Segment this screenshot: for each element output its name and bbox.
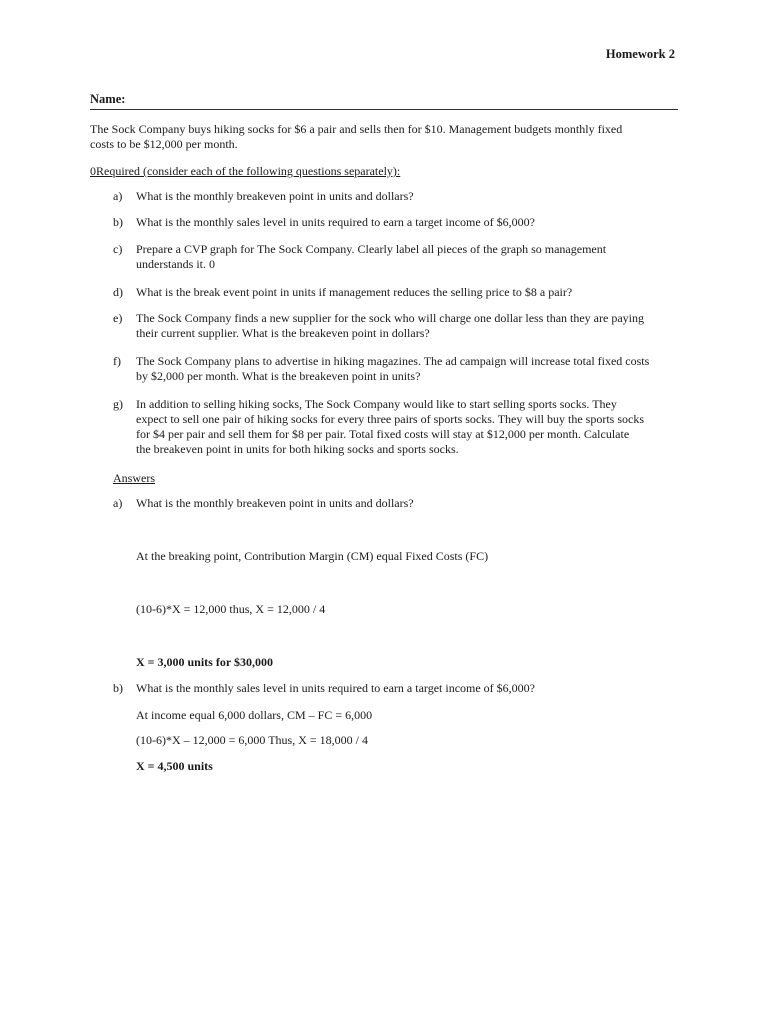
- question-text: The Sock Company plans to advertise in hiking magazines. The ad campaign will increase total fixed costs: [136, 354, 650, 368]
- question-letter: g): [113, 397, 123, 411]
- question-text: by $2,000 per month. What is the breakeven point in units?: [136, 369, 421, 383]
- answer-a-equation: (10-6)*X = 12,000 thus, X = 12,000 / 4: [136, 602, 326, 616]
- question-text: expect to sell one pair of hiking socks for every three pairs of sports socks. They will buy the sports socks: [136, 412, 645, 426]
- question-text: for $4 per pair and sell them for $8 per pair. Total fixed costs will stay at $12,000 per month. Calculate: [136, 427, 630, 441]
- question-text: What is the monthly sales level in units required to earn a target income of $6,000?: [136, 215, 535, 229]
- intro-paragraph: [90, 122, 680, 152]
- homework-title: Homework 2: [605, 47, 675, 61]
- name-field-label: Name:: [90, 92, 678, 110]
- question-c: [113, 242, 683, 272]
- question-text: The Sock Company finds a new supplier for the sock who will charge one dollar less than they are paying: [136, 311, 644, 325]
- answer-b-result: X = 4,500 units: [136, 759, 213, 773]
- answer-a-question: [113, 496, 683, 511]
- question-letter: f): [113, 354, 121, 368]
- answer-b-explanation: At income equal 6,000 dollars, CM – FC = 6,000: [136, 708, 373, 722]
- question-text: their current supplier. What is the breakeven point in dollars?: [136, 326, 430, 340]
- answer-a-result: X = 3,000 units for $30,000: [136, 655, 273, 669]
- question-letter: c): [113, 242, 123, 256]
- question-e: [113, 311, 683, 341]
- question-text: In addition to selling hiking socks, The Sock Company would like to start selling sports socks. They: [136, 397, 617, 411]
- question-text: What is the monthly breakeven point in units and dollars?: [136, 189, 414, 203]
- answer-b-question: [113, 681, 683, 696]
- question-letter: e): [113, 311, 123, 325]
- question-letter: d): [113, 285, 123, 299]
- answer-a-explanation: At the breaking point, Contribution Margin (CM) equal Fixed Costs (FC): [136, 549, 489, 563]
- question-letter: b): [113, 681, 123, 695]
- question-f: [113, 354, 683, 384]
- intro-line: The Sock Company buys hiking socks for $6 a pair and sells then for $10. Management budgets monthly fixed: [90, 122, 623, 136]
- question-text: What is the monthly sales level in units required to earn a target income of $6,000?: [136, 681, 535, 695]
- question-text: understands it. 0: [136, 257, 215, 271]
- required-heading: 0Required (consider each of the following questions separately):: [90, 164, 401, 178]
- question-g: [113, 397, 683, 457]
- answers-heading: Answers: [113, 471, 155, 485]
- question-letter: a): [113, 189, 123, 203]
- intro-line: costs to be $12,000 per month.: [90, 137, 238, 151]
- question-text: What is the monthly breakeven point in units and dollars?: [136, 496, 414, 510]
- question-letter: b): [113, 215, 123, 229]
- question-b: [113, 215, 683, 230]
- answer-b-equation: (10-6)*X – 12,000 = 6,000 Thus, X = 18,000 / 4: [136, 733, 368, 747]
- question-text: What is the break event point in units if management reduces the selling price to $8 a pair?: [136, 285, 573, 299]
- question-letter: a): [113, 496, 123, 510]
- question-a: [113, 189, 683, 204]
- question-text: Prepare a CVP graph for The Sock Company. Clearly label all pieces of the graph so management: [136, 242, 607, 256]
- question-d: [113, 285, 683, 300]
- question-text: the breakeven point in units for both hiking socks and sports socks.: [136, 442, 459, 456]
